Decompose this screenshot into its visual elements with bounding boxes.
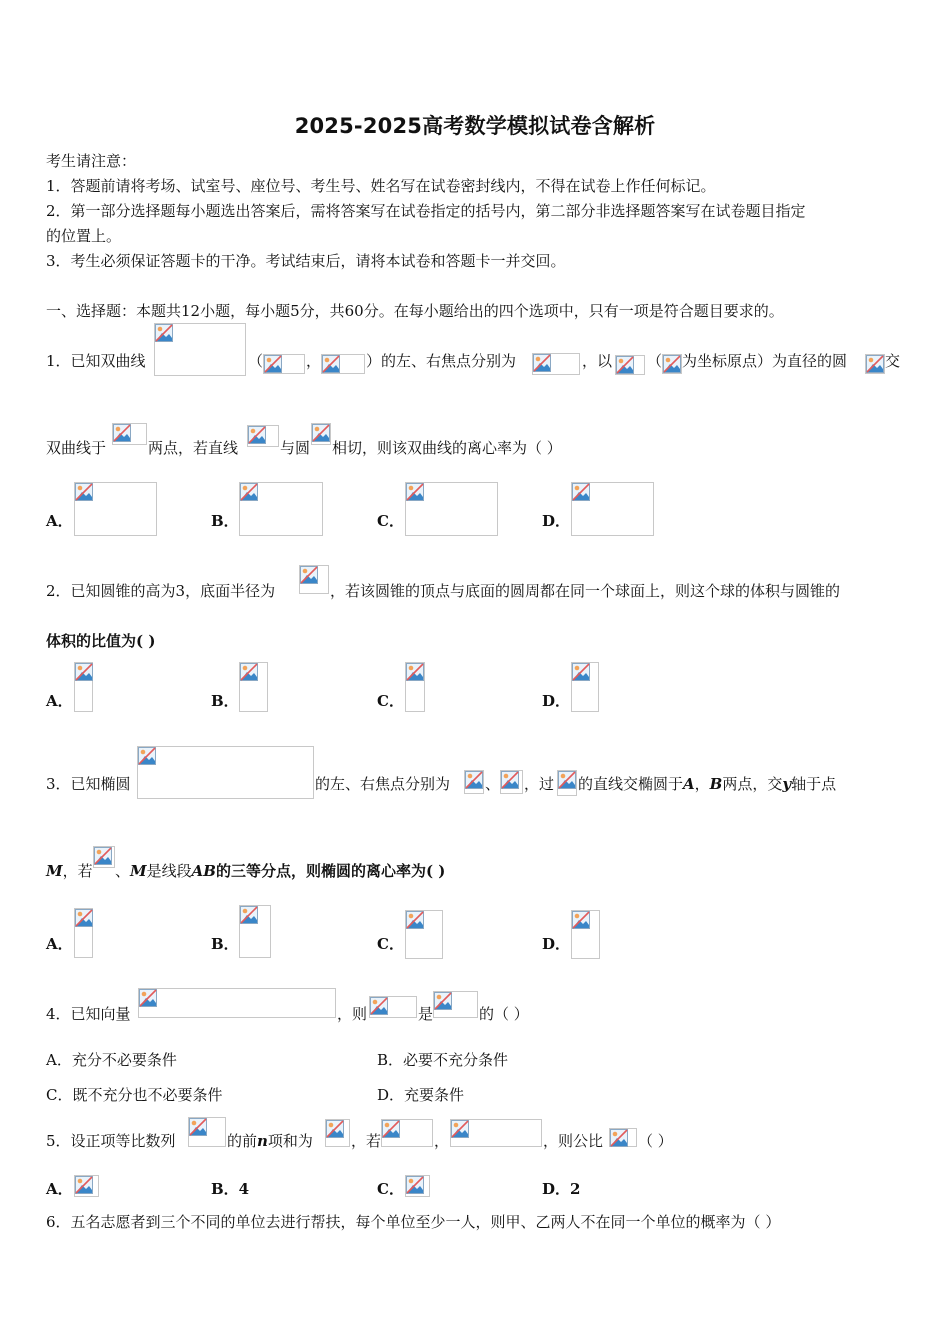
broken-image-icon — [406, 911, 424, 929]
broken-image-icon — [189, 1118, 207, 1136]
q1-text-2: （ — [248, 352, 264, 370]
broken-image-icon — [312, 424, 330, 442]
broken-image-icon — [616, 356, 634, 374]
broken-image-icon — [406, 663, 424, 681]
q4-text-2: ，则 — [337, 1005, 368, 1023]
broken-image-icon — [533, 354, 551, 372]
formula-image — [381, 1119, 433, 1147]
broken-image-icon — [572, 663, 590, 681]
q4-option-d: D．充要条件 — [377, 1086, 465, 1104]
option-b: B． — [211, 935, 239, 953]
q3-line2-b: 、M是线段AB的三等分点，则椭圆的离心率为( ) — [115, 862, 446, 880]
broken-image-icon — [94, 847, 112, 865]
formula-image — [405, 1175, 430, 1197]
q1-text-8: 交 — [885, 352, 901, 370]
broken-image-icon — [501, 771, 519, 789]
option-a: A． — [46, 692, 73, 710]
broken-image-icon — [75, 663, 93, 681]
q1-line2-text-2: 两点，若直线 — [148, 439, 239, 457]
formula-image — [557, 770, 577, 796]
notice-2-line1: 2．第一部分选择题每小题选出答案后，需将答案写在试卷指定的括号内，第二部分非选择题答案写在试卷题目指定 — [46, 202, 806, 220]
q3-text-2: 的左、右焦点分别为 — [315, 775, 451, 793]
section-heading: 一、选择题：本题共12小题，每小题5分，共60分。在每小题给出的四个选项中，只有一项是符合题目要求的。 — [46, 302, 784, 320]
q1-text-5: ，以 — [582, 352, 613, 370]
broken-image-icon — [240, 663, 258, 681]
q5-text-3: ，若 — [351, 1132, 382, 1150]
formula-image — [263, 354, 305, 374]
notice-3: 3．考生必须保证答题卡的干净。考试结束后，请将本试卷和答题卡一并交回。 — [46, 252, 566, 270]
broken-image-icon — [138, 747, 156, 765]
broken-image-icon — [465, 771, 483, 789]
formula-image — [299, 565, 329, 594]
q1-text-6: （ — [647, 352, 663, 370]
broken-image-icon — [139, 989, 157, 1007]
broken-image-icon — [434, 992, 452, 1010]
broken-image-icon — [75, 483, 93, 501]
q1-text-7: 为坐标原点）为直径的圆 — [682, 352, 848, 370]
q4-text-4: 的（ ） — [479, 1005, 529, 1023]
q3-line2-a: M，若 — [46, 862, 93, 880]
q4-text-3: 是 — [418, 1005, 434, 1023]
broken-image-icon — [300, 566, 318, 584]
formula-image — [93, 846, 115, 868]
broken-image-icon — [75, 1176, 93, 1194]
q1-line2-text-3: 与圆 — [280, 439, 311, 457]
broken-image-icon — [155, 324, 173, 342]
q1-text-1: 1．已知双曲线 — [46, 352, 146, 370]
broken-image-icon — [322, 355, 340, 373]
option-c: C． — [377, 692, 404, 710]
formula-image — [321, 354, 365, 374]
q3-text-1: 3．已知椭圆 — [46, 775, 131, 793]
formula-image — [239, 482, 323, 536]
formula-image — [500, 770, 523, 794]
q5-option-d: D．2 — [542, 1180, 581, 1198]
q5-text-2: 的前n项和为 — [227, 1132, 313, 1150]
notice-heading: 考生请注意： — [46, 152, 137, 170]
option-a: A． — [46, 512, 73, 530]
broken-image-icon — [406, 483, 424, 501]
q5-option-c: C． — [377, 1180, 404, 1198]
broken-image-icon — [610, 1129, 628, 1147]
q5-text-1: 5．设正项等比数列 — [46, 1132, 176, 1150]
broken-image-icon — [326, 1120, 344, 1138]
q2-line2: 体积的比值为( ) — [46, 632, 156, 650]
formula-image — [464, 770, 484, 794]
q5-option-a: A． — [46, 1180, 73, 1198]
option-d: D． — [542, 935, 571, 953]
q4-option-a: A．充分不必要条件 — [46, 1051, 177, 1069]
broken-image-icon — [866, 355, 884, 373]
broken-image-icon — [113, 424, 131, 442]
broken-image-icon — [663, 355, 681, 373]
option-c: C． — [377, 512, 404, 530]
q1-line2-text-4: 相切，则该双曲线的离心率为（ ） — [332, 439, 562, 457]
formula-image — [239, 662, 268, 712]
formula-image — [433, 991, 478, 1018]
formula-image — [405, 482, 498, 536]
q5-text-5: ，则公比 — [543, 1132, 604, 1150]
page-title: 2025-2025高考数学模拟试卷含解析 — [294, 114, 656, 138]
option-b: B． — [211, 512, 239, 530]
q3-text-5: 的直线交椭圆于A，B两点，交y轴于点 — [578, 775, 837, 793]
formula-image — [154, 323, 246, 376]
broken-image-icon — [451, 1120, 469, 1138]
formula-image — [112, 423, 147, 445]
broken-image-icon — [572, 483, 590, 501]
formula-image — [571, 910, 600, 959]
option-d: D． — [542, 692, 571, 710]
q1-text-3: ， — [306, 352, 322, 370]
formula-image — [615, 355, 645, 375]
formula-image — [74, 662, 93, 712]
formula-image — [571, 662, 599, 712]
formula-image — [405, 662, 425, 712]
broken-image-icon — [382, 1120, 400, 1138]
formula-image — [369, 996, 417, 1018]
option-a: A． — [46, 935, 73, 953]
q2-text-2: ，若该圆锥的顶点与底面的圆周都在同一个球面上，则这个球的体积与圆锥的 — [330, 582, 841, 600]
formula-image — [571, 482, 654, 536]
q4-text-1: 4．已知向量 — [46, 1005, 131, 1023]
broken-image-icon — [406, 1176, 424, 1194]
q5-text-6: （ ） — [638, 1132, 673, 1150]
q4-option-b: B．必要不充分条件 — [377, 1051, 509, 1069]
formula-image — [74, 1175, 99, 1197]
q4-option-c: C．既不充分也不必要条件 — [46, 1086, 223, 1104]
q5-option-b: B．4 — [211, 1180, 250, 1198]
formula-image — [609, 1128, 637, 1147]
q6-text: 6．五名志愿者到三个不同的单位去进行帮扶，每个单位至少一人，则甲、乙两人不在同一个单位的概率为（ ） — [46, 1213, 781, 1231]
formula-image — [450, 1119, 542, 1147]
broken-image-icon — [572, 911, 590, 929]
broken-image-icon — [558, 771, 576, 789]
notice-1: 1．答题前请将考场、试室号、座位号、考生号、姓名写在试卷密封线内，不得在试卷上作任何标记。 — [46, 177, 716, 195]
q5-text-4: ， — [434, 1132, 450, 1150]
formula-image — [865, 354, 885, 374]
formula-image — [74, 482, 157, 536]
q3-text-4: ，过 — [524, 775, 555, 793]
notice-2-line2: 的位置上。 — [46, 227, 122, 245]
broken-image-icon — [240, 483, 258, 501]
formula-image — [662, 354, 682, 374]
formula-image — [405, 910, 443, 959]
formula-image — [532, 353, 580, 375]
formula-image — [311, 423, 331, 445]
option-d: D． — [542, 512, 571, 530]
option-b: B． — [211, 692, 239, 710]
q1-line2-text-1: 双曲线于 — [46, 439, 107, 457]
formula-image — [137, 746, 314, 799]
formula-image — [188, 1117, 226, 1147]
broken-image-icon — [370, 997, 388, 1015]
broken-image-icon — [75, 909, 93, 927]
option-c: C． — [377, 935, 404, 953]
formula-image — [247, 425, 279, 447]
formula-image — [325, 1119, 350, 1147]
q3-text-3: 、 — [485, 775, 501, 793]
broken-image-icon — [248, 426, 266, 444]
broken-image-icon — [240, 906, 258, 924]
formula-image — [239, 905, 271, 958]
broken-image-icon — [264, 355, 282, 373]
formula-image — [138, 988, 336, 1018]
q2-text-1: 2．已知圆锥的高为3，底面半径为 — [46, 582, 276, 600]
q1-text-4: ）的左、右焦点分别为 — [366, 352, 517, 370]
formula-image — [74, 908, 93, 958]
